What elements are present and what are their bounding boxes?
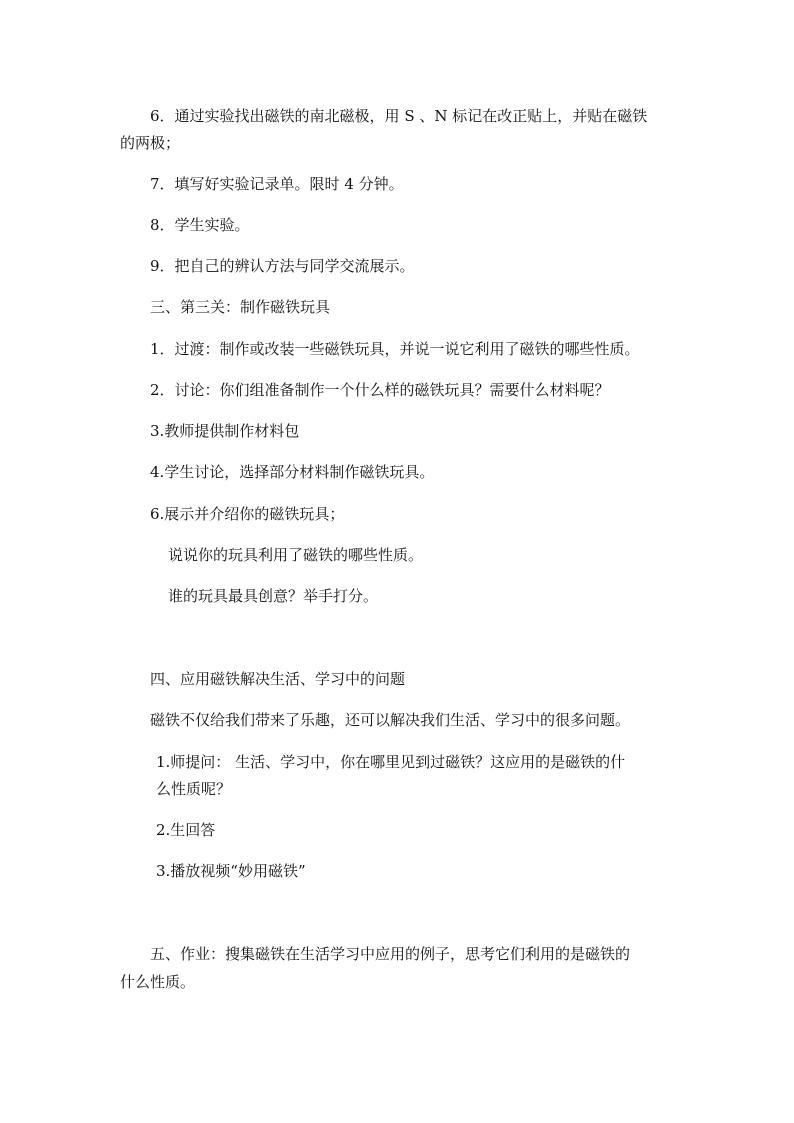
section-heading-4: 四、应用磁铁解决生活、学习中的问题 — [150, 670, 406, 688]
paragraph-question-line1: 1.师提问： 生活、学习中，你在哪里见到过磁铁？这应用的是磁铁的什 — [156, 753, 626, 771]
paragraph-item-3: 3.教师提供制作材料包 — [150, 422, 300, 440]
section-heading-3: 三、第三关：制作磁铁玩具 — [150, 298, 331, 316]
paragraph-answer: 2.生回答 — [156, 821, 216, 839]
paragraph-step-7: 7．填写好实验记录单。限时 4 分钟。 — [150, 175, 404, 193]
paragraph-step-8: 8．学生实验。 — [150, 216, 250, 234]
paragraph-sub-2: 谁的玩具最具创意？举手打分。 — [168, 587, 379, 605]
section-heading-5-line2: 什么性质。 — [120, 973, 196, 991]
paragraph-video: 3.播放视频“妙用磁铁” — [156, 862, 306, 880]
section-heading-5-line1: 五、作业：搜集磁铁在生活学习中应用的例子，思考它们利用的是磁铁的 — [150, 945, 631, 963]
paragraph-item-4: 4.学生讨论，选择部分材料制作磁铁玩具。 — [150, 463, 435, 481]
paragraph-step-6-line1: 6．通过实验找出磁铁的南北磁极，用 S 、N 标记在改正贴上，并贴在磁铁 — [150, 107, 648, 125]
paragraph-intro: 磁铁不仅给我们带来了乐趣，还可以解决我们生活、学习中的很多问题。 — [150, 711, 631, 729]
paragraph-item-1: 1．过渡：制作或改装一些磁铁玩具，并说一说它利用了磁铁的哪些性质。 — [150, 340, 640, 358]
paragraph-step-6-line2: 的两极； — [120, 134, 181, 152]
paragraph-step-9: 9．把自己的辨认方法与同学交流展示。 — [150, 257, 415, 275]
paragraph-question-line2: 么性质呢？ — [156, 780, 232, 798]
paragraph-item-6: 6.展示并介绍你的磁铁玩具； — [150, 505, 345, 523]
paragraph-sub-1: 说说你的玩具利用了磁铁的哪些性质。 — [168, 546, 424, 564]
paragraph-item-2: 2．讨论：你们组准备制作一个什么样的磁铁玩具？需要什么材料呢？ — [150, 381, 610, 399]
